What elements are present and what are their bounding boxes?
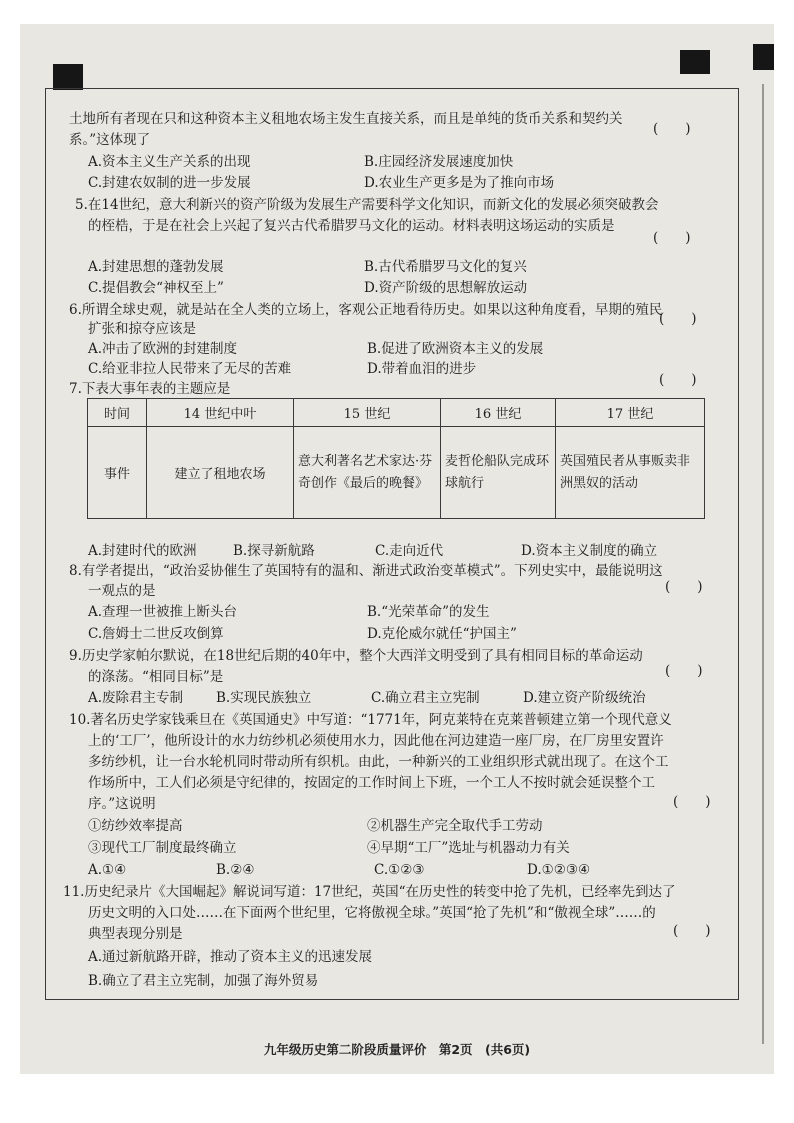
q10-statement-1: ①纺纱效率提高 xyxy=(88,818,183,834)
q4-answer-paren: ( ) xyxy=(653,121,691,137)
alignment-marker-edge xyxy=(753,44,774,70)
q11-line2: 历史文明的入口处……在下面两个世纪里，它将傲视全球。”英国“抢了先机”和“傲视全球”……的 xyxy=(88,905,656,921)
q4-option-d: D.农业生产更多是为了推向市场 xyxy=(364,175,555,191)
table-cell-16c: 麦哲伦船队完成环球航行 xyxy=(441,427,556,519)
q5-option-c: C.提倡教会“神权至上” xyxy=(88,280,224,296)
q9-line2: 的涤荡。“相同目标”是 xyxy=(88,669,224,685)
q10-line4: 作场所中，工人们必须是守纪律的，按固定的工作时间上下班，一个工人不按时就会延误整个工 xyxy=(88,775,655,791)
q7-answer-paren: ( ) xyxy=(659,372,697,388)
table-cell-14c: 建立了租地农场 xyxy=(147,427,294,519)
q7-stem: 7.下表大事年表的主题应是 xyxy=(69,381,231,397)
q10-line1: 10.著名历史学家钱乘旦在《英国通史》中写道：“1771年，阿克莱特在克莱普顿建立第一个现代意义 xyxy=(69,712,672,728)
q10-line3: 多纺纱机，让一台水轮机同时带动所有织机。由此，一种新兴的工业组织形式就出现了。在这个工 xyxy=(88,754,669,770)
page-footer: 九年级历史第二阶段质量评价 第2页 (共6页) xyxy=(263,1042,531,1057)
q4-option-b: B.庄园经济发展速度加快 xyxy=(364,154,514,170)
table-cell-15c: 意大利著名艺术家达·芬奇创作《最后的晚餐》 xyxy=(294,427,441,519)
q11-option-a: A.通过新航路开辟，推动了资本主义的迅速发展 xyxy=(88,949,373,965)
table-header-15c: 15 世纪 xyxy=(294,399,441,427)
q11-line3: 典型表现分别是 xyxy=(88,926,183,942)
q5-line2: 的桎梏，于是在社会上兴起了复兴古代希腊罗马文化的运动。材料表明这场运动的实质是 xyxy=(88,218,615,234)
q8-line2: 一观点的是 xyxy=(88,583,156,599)
q6-answer-paren: ( ) xyxy=(659,311,697,327)
q8-option-c: C.詹姆士二世反攻倒算 xyxy=(88,626,224,642)
q10-option-c: C.①②③ xyxy=(374,862,425,878)
table-cell-17c: 英国殖民者从事贩卖非洲黑奴的活动 xyxy=(556,427,705,519)
q4-line2: 系。”这体现了 xyxy=(69,132,151,148)
table-header-16c: 16 世纪 xyxy=(441,399,556,427)
q9-option-d: D.建立资产阶级统治 xyxy=(523,690,646,706)
q7-option-c: C.走向近代 xyxy=(375,543,444,559)
q11-option-b: B.确立了君主立宪制，加强了海外贸易 xyxy=(88,973,319,989)
table-header-14c: 14 世纪中叶 xyxy=(147,399,294,427)
q10-option-b: B.②④ xyxy=(216,862,255,878)
q8-answer-paren: ( ) xyxy=(665,579,703,595)
events-table xyxy=(87,398,705,519)
q5-answer-paren: ( ) xyxy=(653,230,691,246)
q4-option-a: A.资本主义生产关系的出现 xyxy=(88,154,251,170)
adjacent-page-edge xyxy=(762,84,764,1044)
q7-option-b: B.探寻新航路 xyxy=(233,543,315,559)
table-header-17c: 17 世纪 xyxy=(556,399,705,427)
q4-option-c: C.封建农奴制的进一步发展 xyxy=(88,175,251,191)
q10-line5: 序。”这说明 xyxy=(88,796,156,812)
q9-option-c: C.确立君主立宪制 xyxy=(371,690,480,706)
q7-option-d: D.资本主义制度的确立 xyxy=(521,543,658,559)
q9-option-b: B.实现民族独立 xyxy=(216,690,312,706)
q8-line1: 8.有学者提出，“政治妥协催生了英国特有的温和、渐进式政治变革模式”。下列史实中，最能说明这 xyxy=(69,563,663,579)
q10-answer-paren: ( ) xyxy=(673,794,711,810)
q7-option-a: A.封建时代的欧洲 xyxy=(88,543,197,559)
q5-option-a: A.封建思想的蓬勃发展 xyxy=(88,259,224,275)
q6-line2: 扩张和掠夺应该是 xyxy=(88,321,196,337)
q8-option-d: D.克伦威尔就任“护国主” xyxy=(367,626,517,642)
q6-option-c: C.给亚非拉人民带来了无尽的苦难 xyxy=(88,361,292,377)
q10-statement-2: ②机器生产完全取代手工劳动 xyxy=(367,818,543,834)
q6-option-b: B.促进了欧洲资本主义的发展 xyxy=(367,341,544,357)
q10-statement-3: ③现代工厂制度最终确立 xyxy=(88,840,237,856)
q8-option-a: A.查理一世被推上断头台 xyxy=(88,604,238,620)
q4-line1: 土地所有者现在只和这种资本主义租地农场主发生直接关系，而且是单纯的货币关系和契约关 xyxy=(69,111,623,127)
q9-answer-paren: ( ) xyxy=(665,663,703,679)
q5-option-d: D.资产阶级的思想解放运动 xyxy=(364,280,528,296)
q10-line2: 上的‘工厂’，他所设计的水力纺纱机必须使用水力，因此他在河边建造一座厂房，在厂房里安置许 xyxy=(88,733,664,749)
q11-answer-paren: ( ) xyxy=(673,923,711,939)
q6-option-d: D.带着血泪的进步 xyxy=(367,361,477,377)
q9-line1: 9.历史学家帕尔默说，在18世纪后期的40年中，整个大西洋文明受到了具有相同目标的革命运动 xyxy=(69,648,643,664)
q5-option-b: B.古代希腊罗马文化的复兴 xyxy=(364,259,527,275)
alignment-marker-right xyxy=(680,50,710,74)
table-header-time: 时间 xyxy=(88,399,147,427)
q11-line1: 11.历史纪录片《大国崛起》解说词写道：17世纪，英国“在历史性的转变中抢了先机，已经率先到达了 xyxy=(63,884,676,900)
q6-option-a: A.冲击了欧洲的封建制度 xyxy=(88,341,238,357)
q10-statement-4: ④早期“工厂”选址与机器动力有关 xyxy=(367,840,570,856)
q10-option-d: D.①②③④ xyxy=(527,862,591,878)
q9-option-a: A.废除君主专制 xyxy=(88,690,184,706)
q6-line1: 6.所谓全球史观，就是站在全人类的立场上，客观公正地看待历史。如果以这种角度看，早期的殖民 xyxy=(69,302,663,318)
table-row-label: 事件 xyxy=(88,427,147,519)
q10-option-a: A.①④ xyxy=(88,862,127,878)
q5-line1: 5.在14世纪，意大利新兴的资产阶级为发展生产需要科学文化知识，而新文化的发展必须突破教会 xyxy=(75,197,659,213)
q8-option-b: B.“光荣革命”的发生 xyxy=(367,604,490,620)
alignment-marker-left xyxy=(53,64,83,90)
